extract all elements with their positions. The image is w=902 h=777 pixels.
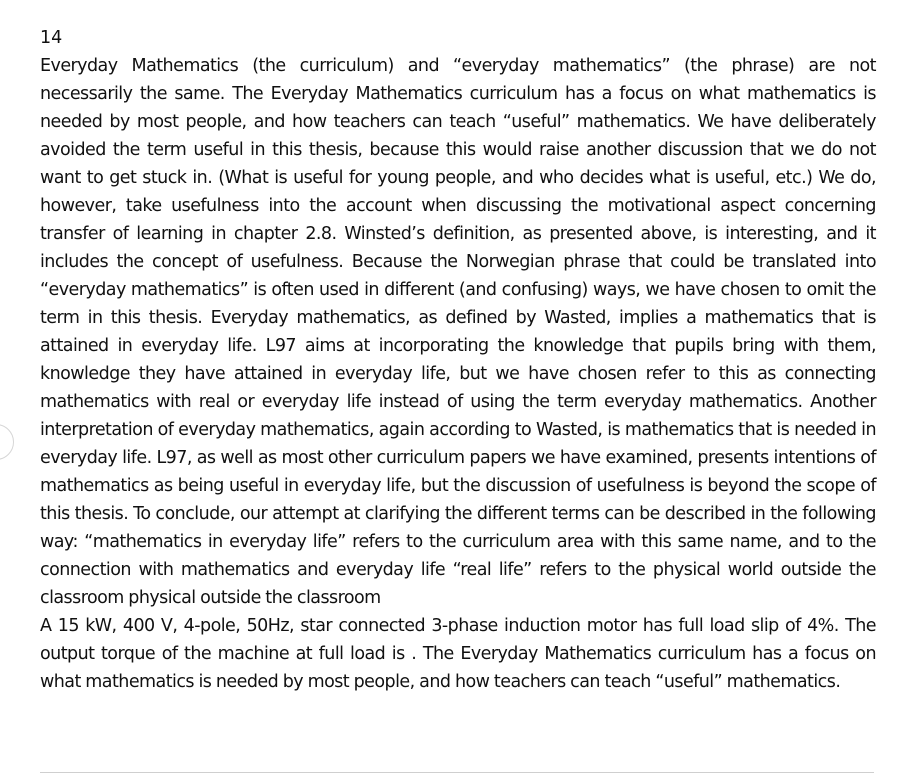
body-paragraph-1: Everyday Mathematics (the curriculum) and “everyday mathematics” (the phrase) are not necessarily the same. The Everyday Mathematics curriculum has a focus on what mathematics is needed by most people, and how teachers can teach “useful” mathematics. We have deliberately avoided the term useful in this thesis, because this would raise another discussion that we do not want to get stuck in. (What is useful for young people, and who decides what is useful, etc.) We do, however, take usefulness into the account when discussing the motivational aspect concerning transfer of learning in chapter 2.8. Winsted’s definition, as presented above, is interesting, and it includes the concept of usefulness. Because the Norwegian phrase that could be translated into “everyday mathematics” is often used in different (and confusing) ways, we have chosen to omit the term in this thesis. Everyday mathematics, as defined by Wasted, implies a mathematics that is attained in everyday life. L97 aims at incorporating the knowledge that pupils bring with them, knowledge they have attained in everyday life, but we have chosen refer to this as connecting mathematics with real or everyday life instead of using the term everyday mathematics. Another interpretation of everyday mathematics, again according to Wasted, is mathematics that is needed in everyday life. L97, as well as most other curriculum papers we have examined, presents intentions of mathematics as being useful in everyday life, but the discussion of usefulness is beyond the scope of this thesis. To conclude, our attempt at clarifying the different terms can be described in the following way: “mathematics in everyday life” refers to the curriculum area with this same name, and to the connection with mathematics and everyday life “real life” refers to the physical world outside the classroom physical outside the classroom (40, 56, 876, 608)
body-paragraph-2: A 15 kW, 400 V, 4-pole, 50Hz, star connected 3-phase induction motor has full load slip of 4%. The output torque of the machine at full load is . The Everyday Mathematics curriculum has a focus on what mathematics is needed by most people, and how teachers can teach “useful” mathematics. (40, 616, 876, 692)
bottom-divider (40, 772, 874, 773)
document-page (40, 28, 876, 696)
page-number: 14 (40, 28, 63, 48)
scroll-marker (0, 424, 14, 460)
